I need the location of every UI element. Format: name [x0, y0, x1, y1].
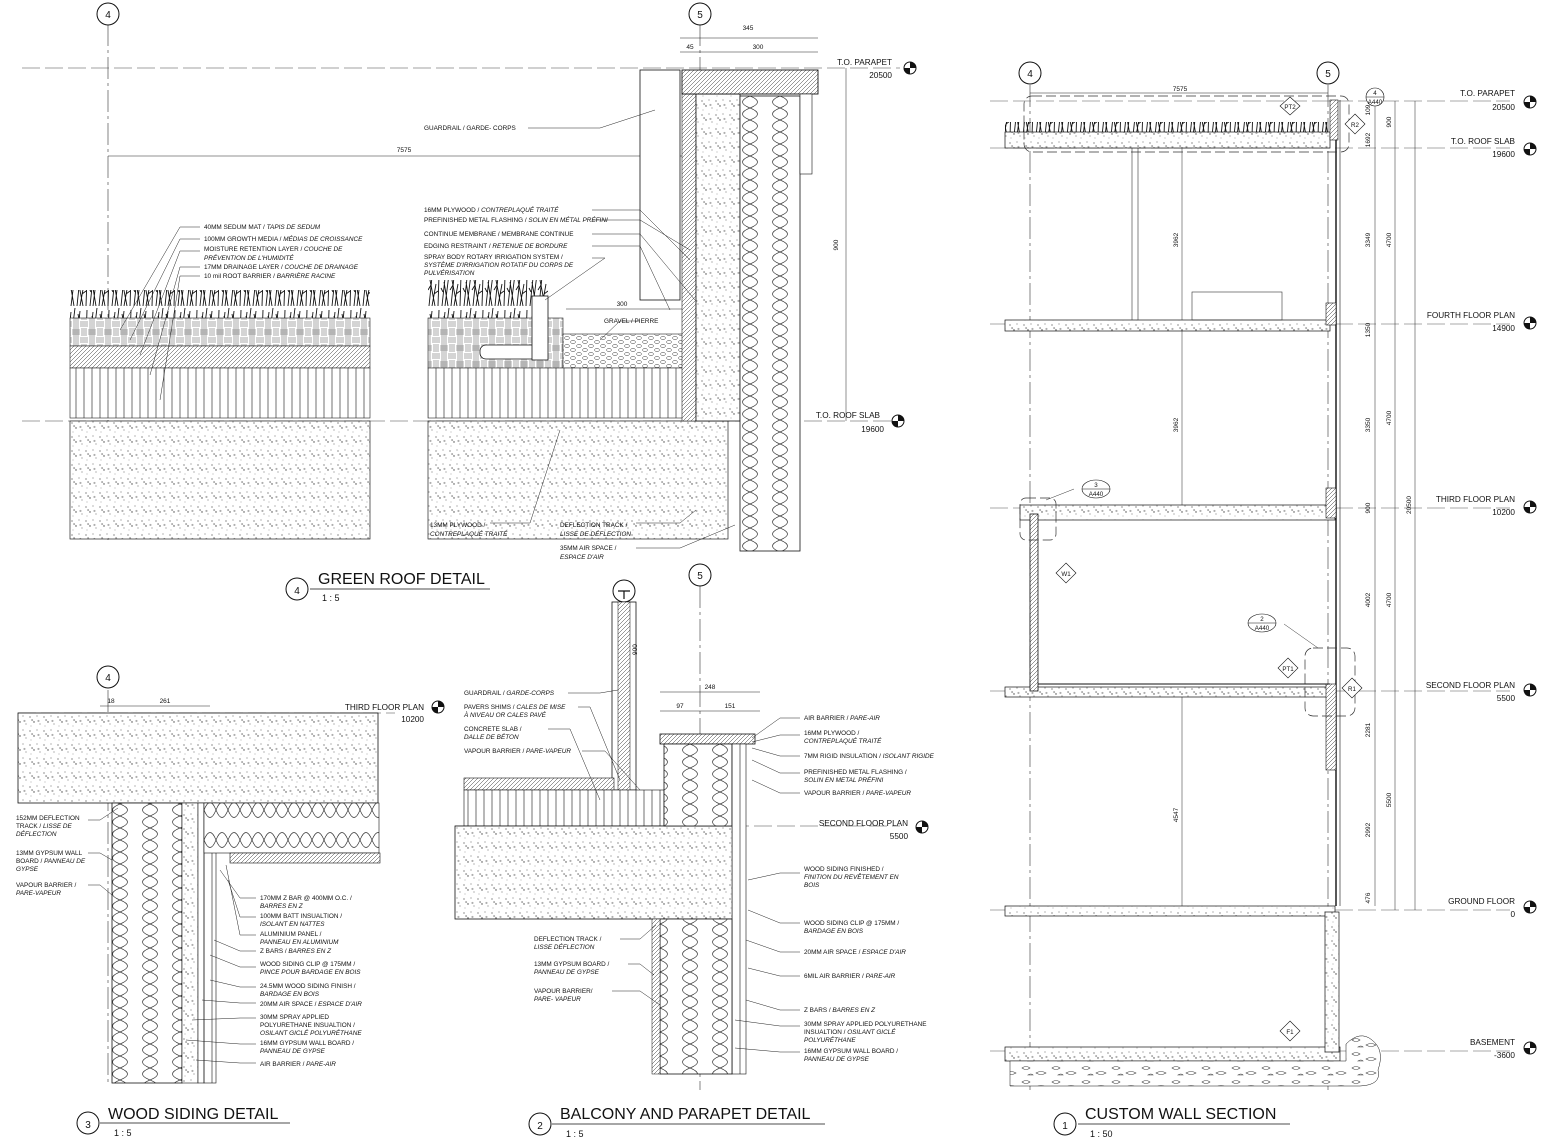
- note: GUARDRAIL / GARDE- CORPS: [424, 125, 516, 132]
- level-marker: [1524, 96, 1536, 108]
- growth-media-layer: [70, 318, 370, 346]
- deck-layer: [464, 790, 664, 826]
- note: POLYURÉTHANE: [804, 1037, 856, 1044]
- wood-siding-wall: [1030, 514, 1038, 691]
- tag-label: F1: [1286, 1029, 1294, 1036]
- note: 13MM PLYWOOD /: [430, 522, 486, 529]
- note: 16MM GYPSUM WALL BOARD /: [804, 1048, 898, 1055]
- level-name: SECOND FLOOR PLAN: [818, 819, 908, 828]
- drainage-layer: [428, 368, 693, 418]
- note: PREFINISHED METAL FLASHING /: [804, 769, 907, 776]
- note: PULVÉRISATION: [424, 270, 475, 277]
- note: INSUALTION / OSILANT GICLÉ: [804, 1029, 896, 1036]
- floor-edge: [1326, 303, 1336, 325]
- section-mark-4: [1366, 88, 1384, 106]
- note: 16MM GYPSUM WALL BOARD /: [260, 1040, 354, 1047]
- note: CONTINUE MEMBRANE / MEMBRANE CONTINUE: [424, 231, 574, 238]
- grid-label: 4: [105, 10, 111, 21]
- dimension-label: 900: [1365, 502, 1372, 514]
- dimension-label: 151: [724, 703, 736, 710]
- parapet-cap: [660, 734, 755, 744]
- dimension-label: 476: [1365, 892, 1372, 904]
- plywood-sheathing: [682, 94, 696, 421]
- level-name: T.O. PARAPET: [837, 58, 892, 67]
- note: 35MM AIR SPACE /: [560, 545, 617, 552]
- grid-label: 5: [697, 10, 703, 21]
- note: VAPOUR BARRIER/: [534, 988, 593, 995]
- detail-title: CUSTOM WALL SECTION: [1085, 1106, 1277, 1123]
- note: PARE-VAPEUR: [16, 890, 61, 897]
- note: PAVERS SHIMS / CALES DE MISE: [464, 704, 566, 711]
- note: DEFLECTION TRACK /: [560, 522, 628, 529]
- note: 17MM DRAINAGE LAYER / COUCHE DE DRAINAGE: [204, 264, 359, 271]
- foundation-wall: [1325, 912, 1339, 1052]
- guardrail-core: [618, 602, 630, 790]
- level-marker: [1524, 684, 1536, 696]
- note: AIR BARRIER / PARE-AIR: [804, 715, 880, 722]
- concrete-slab: [455, 826, 740, 919]
- dimension-label: 900: [632, 644, 639, 655]
- dimension-label: 4700: [1386, 592, 1393, 608]
- grid-label: 5: [1325, 69, 1331, 80]
- note: TRACK / LISSE DE: [16, 823, 72, 830]
- note: 152MM DEFLECTION: [16, 815, 80, 822]
- note: GRAVEL / PIERRE: [604, 318, 659, 325]
- spray-insulation: [182, 803, 198, 1083]
- callout-leader: [1046, 489, 1074, 500]
- note: 30MM SPRAY APPLIED: [260, 1014, 330, 1021]
- balcony-parapet-detail: [455, 564, 935, 1139]
- note: 13MM GYPSUM BOARD /: [534, 961, 610, 968]
- note: MOISTURE RETENTION LAYER / COUCHE DE: [204, 246, 343, 253]
- note: OSILANT GICLÉ POLYURÉTHANE: [260, 1030, 362, 1037]
- level-marker: [904, 62, 916, 74]
- dimension-label: 5500: [1386, 792, 1393, 808]
- note: PANNEAU DE GYPSE: [260, 1048, 325, 1055]
- tag-r2: [1345, 114, 1365, 134]
- dimension-label: 300: [616, 301, 628, 308]
- tag-f1: [1280, 1021, 1300, 1041]
- green-roof-detail: [22, 3, 916, 603]
- detail-scale: 1 : 5: [322, 593, 340, 603]
- level-value: 20500: [869, 71, 892, 80]
- irrigation-pipe: [480, 345, 540, 359]
- level-name: FOURTH FLOOR PLAN: [1426, 311, 1515, 320]
- note: AIR BARRIER / PARE-AIR: [260, 1061, 336, 1068]
- note: ESPACE D'AIR: [560, 554, 604, 561]
- level-name: THIRD FLOOR PLAN: [1435, 495, 1515, 504]
- note: BARDAGE EN BOIS: [804, 928, 863, 935]
- tag-label: A440: [1367, 99, 1383, 106]
- detail-scale: 1 : 5: [114, 1128, 132, 1138]
- batt-insulation: [112, 803, 182, 1083]
- note: PANNEAU EN ALUMINIUM: [260, 939, 339, 946]
- dimension-label: 18: [107, 698, 115, 705]
- dimension-label: 4002: [1365, 592, 1372, 608]
- balcony-edge: [1326, 488, 1336, 518]
- detail-title: BALCONY AND PARAPET DETAIL: [560, 1106, 811, 1123]
- tag-r1: [1342, 678, 1362, 698]
- note: VAPOUR BARRIER /: [16, 882, 77, 889]
- note: PREFINISHED METAL FLASHING / SOLIN EN MÉTAL PRÉFINI: [424, 217, 608, 224]
- note: WOOD SIDING FINISHED /: [804, 866, 884, 873]
- level-value: 10200: [1492, 508, 1515, 517]
- dimension-label: 248: [704, 684, 716, 691]
- note: SPRAY BODY ROTARY IRRIGATION SYSTEM /: [424, 254, 563, 261]
- gravel-layer: [563, 334, 683, 368]
- note: VAPOUR BARRIER / PARE-VAPEUR: [804, 790, 912, 797]
- dimension-label: 4700: [1386, 410, 1393, 426]
- detail-number: 1: [1062, 1121, 1068, 1132]
- note: WOOD SIDING CLIP @ 175MM /: [804, 920, 900, 927]
- note: 6MIL AIR BARRIER / PARE-AIR: [804, 973, 896, 980]
- dimension-label: 7575: [1172, 86, 1188, 93]
- note: CONTREPLAQUÉ TRAITÉ: [804, 738, 882, 745]
- dimension-label: 900: [833, 239, 840, 251]
- wood-siding-detail: [16, 666, 444, 1138]
- note: 7MM RIGID INSULATION / ISOLANT RIGIDE: [804, 753, 934, 760]
- level-name: T.O. ROOF SLAB: [815, 411, 880, 420]
- note: DEFLECTION TRACK /: [534, 936, 602, 943]
- dimension-label: 20500: [1406, 495, 1413, 515]
- dimension-label: 1350: [1365, 322, 1372, 338]
- tag-label: PT1: [1282, 666, 1294, 673]
- basement-slab: [1005, 1047, 1340, 1061]
- level-marker: [916, 821, 928, 833]
- dimension-label: 3350: [1365, 417, 1372, 433]
- note: 24.5MM WOOD SIDING FINISH /: [260, 983, 356, 990]
- detail-scale: 1 : 5: [566, 1129, 584, 1139]
- note: EDGING RESTRAINT / RETENUE DE BORDURE: [424, 243, 568, 250]
- floor-slab: [18, 713, 378, 803]
- wall-insulation: [660, 919, 732, 1074]
- dimension-label: 261: [159, 698, 171, 705]
- dimension-label: 3349: [1365, 232, 1372, 248]
- roof-slab: [70, 421, 370, 539]
- tag-label: 3: [1094, 482, 1098, 489]
- note: 16MM PLYWOOD /: [804, 730, 860, 737]
- dimension-label: 7575: [396, 147, 412, 154]
- detail-title: GREEN ROOF DETAIL: [318, 571, 485, 588]
- detail-number: 3: [85, 1120, 91, 1131]
- level-name: THIRD FLOOR PLAN: [344, 703, 424, 712]
- note: CONCRETE SLAB /: [464, 726, 522, 733]
- level-marker: [432, 701, 444, 713]
- level-value: 14900: [1492, 324, 1515, 333]
- level-value: 5500: [889, 832, 908, 841]
- note: 170MM Z BAR @ 400MM O.C. /: [260, 895, 352, 902]
- dimension-label: 109: [1365, 104, 1372, 116]
- note: PINCE POUR BARDAGE EN BOIS: [260, 969, 361, 976]
- chain-dimensions: [1365, 104, 1413, 903]
- dimension-label: 300: [752, 44, 764, 51]
- guardrail-post: [640, 70, 680, 300]
- note: VAPOUR BARRIER / PARE-VAPEUR: [464, 748, 572, 755]
- dimension-label: 345: [742, 25, 754, 32]
- grid-label: 4: [105, 673, 111, 684]
- note: BOIS: [804, 882, 820, 889]
- note: PANNEAU DE GYPSE: [804, 1056, 869, 1063]
- note: 20MM AIR SPACE / ESPACE D'AIR: [260, 1001, 362, 1008]
- metal-flashing: [800, 94, 812, 174]
- note: 100MM GROWTH MEDIA / MÉDIAS DE CROISSANCE: [204, 236, 363, 243]
- tag-label: 4: [1373, 90, 1377, 97]
- tag-label: W1: [1061, 571, 1071, 578]
- note: 40MM SEDUM MAT / TAPIS DE SEDUM: [204, 224, 321, 231]
- note: 13MM GYPSUM WALL: [16, 850, 83, 857]
- dimension-label: 97: [676, 703, 684, 710]
- moisture-layer: [70, 346, 370, 368]
- detail-number: 2: [537, 1121, 543, 1132]
- dimension-label: 3962: [1173, 417, 1180, 433]
- note: PARE- VAPEUR: [534, 996, 581, 1003]
- tag-w1: [1056, 563, 1076, 583]
- level-value: 19600: [861, 425, 884, 434]
- detail-title: WOOD SIDING DETAIL: [108, 1106, 279, 1123]
- level-marker: [1524, 1042, 1536, 1054]
- sedum-plants: [70, 290, 370, 318]
- ground-floor-slab: [1005, 906, 1335, 916]
- note: BARRES EN Z: [260, 903, 303, 910]
- note: DALLE DE BÉTON: [464, 734, 519, 741]
- level-name: BASEMENT: [1469, 1038, 1515, 1047]
- note: Z BARS / BARRES EN Z: [804, 1007, 876, 1014]
- note: LISSE DÉFLECTION: [534, 944, 595, 951]
- detail-scale: 1 : 50: [1090, 1129, 1113, 1139]
- level-name: T.O. PARAPET: [1460, 89, 1515, 98]
- level-marker: [1524, 901, 1536, 913]
- tag-pt2: [1280, 97, 1300, 115]
- note: 20MM AIR SPACE / ESPACE D'AIR: [804, 949, 906, 956]
- dimension-label: 3962: [1173, 232, 1180, 248]
- tag-label: PT2: [1284, 104, 1296, 111]
- third-floor-slab: [1020, 505, 1335, 520]
- note: À NIVEAU OR CALES PAVÉ: [464, 712, 546, 719]
- note: BOARD / PANNEAU DE: [16, 858, 86, 865]
- dimension-label: 900: [1386, 116, 1393, 128]
- note: GYPSE: [16, 866, 39, 873]
- note: FINITION DU REVÊTEMENT EN: [804, 874, 899, 881]
- parapet-cap: [682, 70, 818, 94]
- roof-slab: [1005, 132, 1330, 148]
- level-marker: [1524, 317, 1536, 329]
- dimension-label: 4700: [1386, 232, 1393, 248]
- note: CONTREPLAQUÉ TRAITÉ: [430, 531, 508, 538]
- fourth-floor-slab: [1005, 320, 1330, 331]
- parapet-wall: [696, 94, 740, 421]
- tag-label: A440: [1254, 625, 1270, 632]
- grid-label: 5: [697, 571, 703, 582]
- level-value: 10200: [401, 715, 424, 724]
- note: SYSTÈME D'IRRIGATION ROTATIF DU CORPS DE: [424, 262, 574, 269]
- dimension-label: 45: [686, 44, 694, 51]
- level-labels: [1426, 89, 1516, 1060]
- note: DÉFLECTION: [16, 831, 57, 838]
- level-marker: [1524, 501, 1536, 513]
- note: WOOD SIDING CLIP @ 175MM /: [260, 961, 356, 968]
- tag-label: R1: [1348, 686, 1356, 693]
- note: LISSE DE DÉFLECTION: [560, 531, 632, 538]
- level-value: -3600: [1494, 1051, 1515, 1060]
- level-name: SECOND FLOOR PLAN: [1425, 681, 1515, 690]
- insulation: [740, 96, 800, 551]
- siding-panel: [1326, 684, 1336, 770]
- soffit-insulation: [204, 803, 379, 853]
- dimension-label: 1692: [1365, 132, 1372, 148]
- detail-number: 4: [294, 586, 300, 597]
- gypsum-board: [652, 919, 660, 1074]
- note: ISOLANT EN NATTES: [260, 921, 325, 928]
- note: POLYURETHANE INSUALTION /: [260, 1022, 355, 1029]
- irrigation-head: [532, 296, 548, 360]
- level-name: GROUND FLOOR: [1448, 897, 1515, 906]
- tag-label: R2: [1351, 122, 1359, 129]
- grid-label: 4: [1027, 69, 1033, 80]
- level-markers: [1524, 96, 1536, 1054]
- level-value: 5500: [1496, 694, 1515, 703]
- note: 10 mil ROOT BARRIER / BARRIÈRE RACINE: [204, 273, 336, 280]
- note: 16MM PLYWOOD / CONTREPLAQUÉ TRAITÉ: [424, 207, 559, 214]
- roof-plants: [1005, 122, 1330, 132]
- note: PANNEAU DE GYPSE: [534, 969, 599, 976]
- note: GUARDRAIL / GARDE-CORPS: [464, 690, 554, 697]
- dimension-label: 2281: [1365, 722, 1372, 738]
- section-mark-2: [1248, 614, 1276, 632]
- note: ALUMINIUM PANEL /: [260, 931, 322, 938]
- drainage-layer: [70, 368, 370, 418]
- tag-label: A440: [1088, 491, 1104, 498]
- tag-pt1: [1278, 658, 1298, 678]
- aluminium-panel: [230, 853, 380, 863]
- section-mark-3: [1082, 480, 1110, 498]
- dimension-label: 2992: [1365, 822, 1372, 838]
- callout-leader: [1284, 624, 1318, 648]
- tag-label: 2: [1260, 616, 1264, 623]
- parapet: [1330, 100, 1338, 140]
- furniture: [1192, 292, 1282, 320]
- note: Z BARS / BARRES EN Z: [260, 948, 332, 955]
- level-value: 19600: [1492, 150, 1515, 159]
- note: BARDAGE EN BOIS: [260, 991, 319, 998]
- level-name: T.O. ROOF SLAB: [1450, 137, 1515, 146]
- level-value: 0: [1510, 910, 1515, 919]
- second-floor-slab: [1005, 687, 1330, 697]
- dimension-label: 4547: [1173, 807, 1180, 823]
- level-value: 20500: [1492, 103, 1515, 112]
- note: 100MM BATT INSUALTION /: [260, 913, 343, 920]
- wood-siding: [732, 744, 746, 1074]
- note: SOLIN EN METAL PRÉFINI: [804, 777, 884, 784]
- level-marker: [892, 415, 904, 427]
- note: 30MM SPRAY APPLIED POLYURETHANE: [804, 1021, 927, 1028]
- parapet-insulation: [664, 744, 732, 826]
- note: PRÉVENTION DE L'HUMIDITÉ: [204, 255, 294, 262]
- custom-wall-section: [990, 62, 1536, 1139]
- level-marker: [1524, 143, 1536, 155]
- sedum-plants: [428, 280, 548, 318]
